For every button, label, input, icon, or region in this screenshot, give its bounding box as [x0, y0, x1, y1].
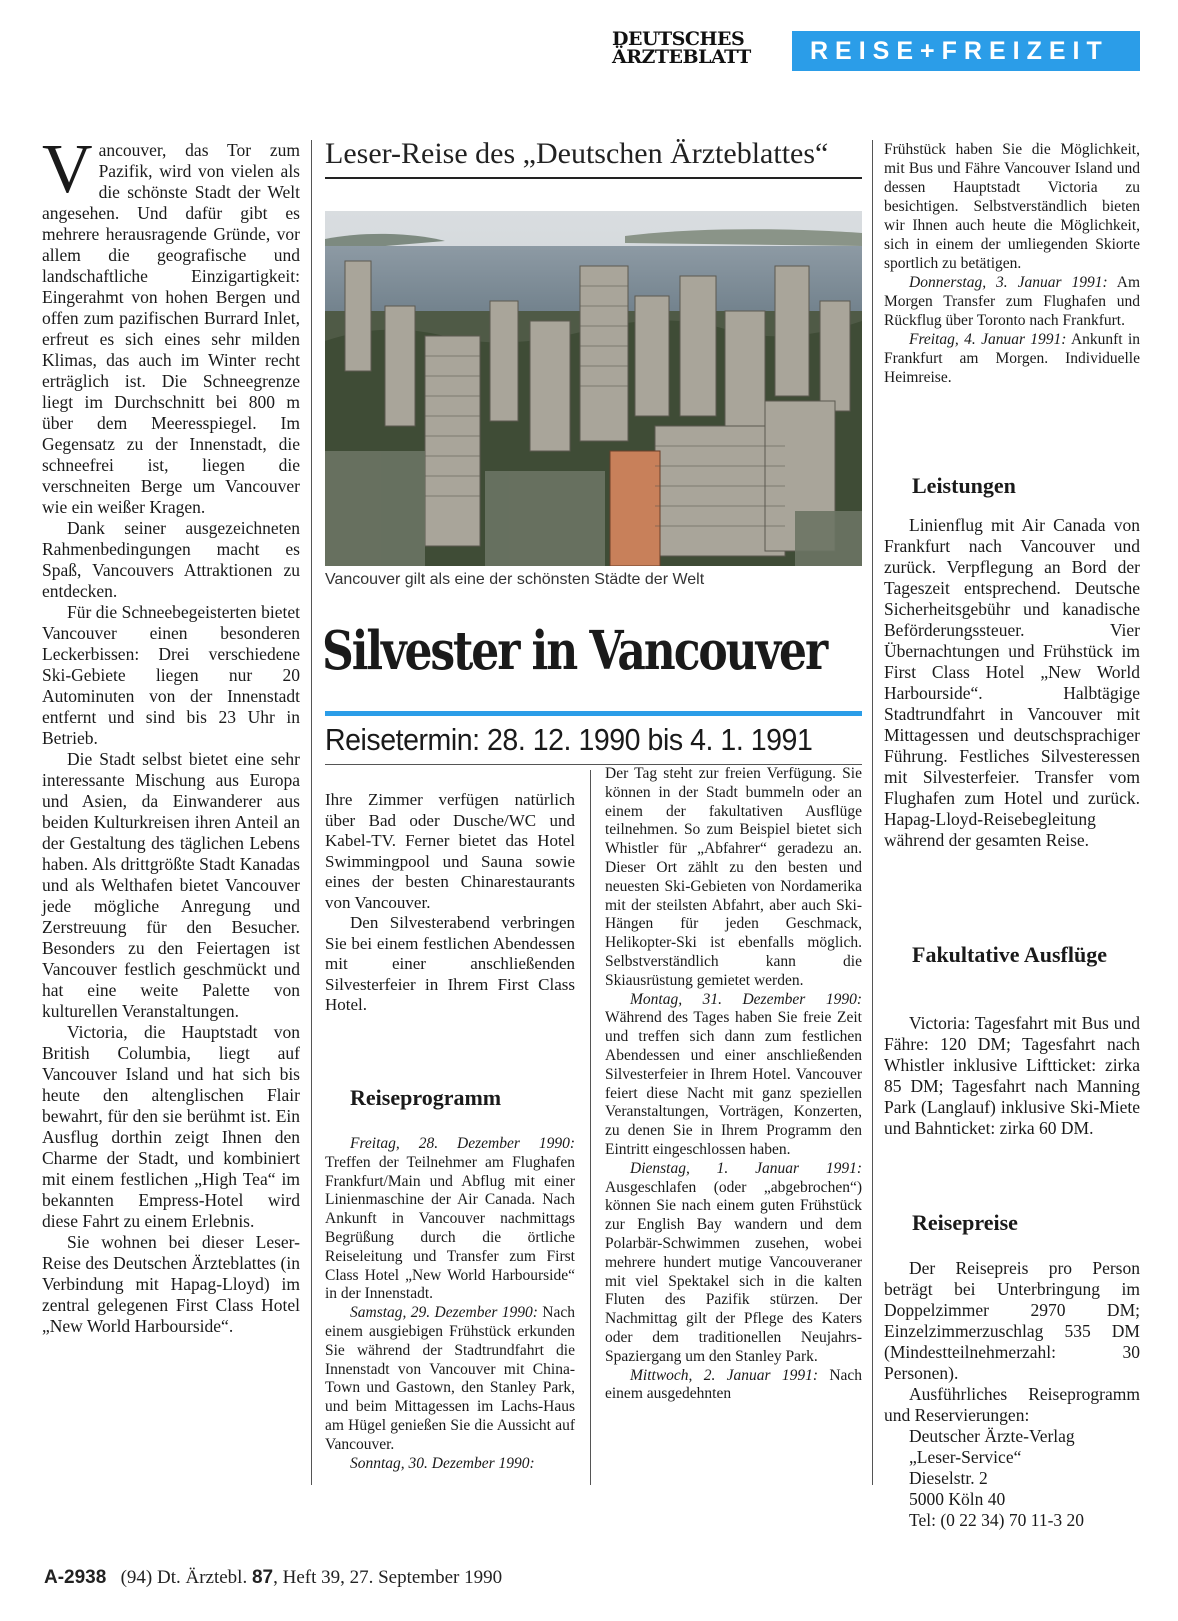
section-banner: REISE+FREIZEIT — [792, 31, 1140, 71]
publisher-address — [909, 1426, 1140, 1531]
address-line-1: Deutscher Ärzte-Verlag — [909, 1426, 1075, 1446]
hotel-paragraph-2: Den Silvesterabend verbringen Sie bei einem festlichen Abendessen mit einer anschließenden Silvesterfeier in Ihrem First Class Hotel. — [325, 913, 575, 1014]
column-divider — [590, 770, 591, 1485]
program-day-6 — [605, 1367, 862, 1405]
program-day-2 — [325, 1304, 575, 1454]
program-day-4-text: Während des Tages haben Sie freie Zeit und treffen sich dann zum festlichen Abendessen und einer anschließenden Silvesterfeier in Ihrem Hotel. Vancouver feiert diese Nacht mit ganz speziellen Veranstaltungen, Vorträgen, Konzerten, zu denen Sie in Ihrem Programm den Eintritt eingeschlossen haben. — [605, 1009, 862, 1158]
intro-paragraph-2: Dank seiner ausgezeichneten Rahmenbedingungen macht es Spaß, Vancouvers Attraktionen zu entdecken. — [42, 518, 300, 601]
intro-paragraph-4: Die Stadt selbst bietet eine sehr interessante Mischung aus Europa und Asien, da Einwanderer aus beiden Kulturkreisen ihren Anteil an der Gestaltung des täglichen Lebens haben. Als drittgrößte Stadt Kanadas und als Welthafen bietet Vancouver jede mögliche Anregung und Zerstreuung für den Besucher. Besonders zu den Feiertagen ist Vancouver festlich geschmückt und hat eine weite Palette von kulturellen Veranstaltungen. — [42, 749, 300, 1021]
headline: Silvester in Vancouver — [322, 620, 827, 682]
intro-paragraph-1 — [42, 131, 300, 518]
program-day-3-text: Der Tag steht zur freien Verfügung. Sie können in der Stadt bummeln oder an einem der fakultativen Ausflüge teilnehmen. So zum Beispiel bietet sich Whistler für „Abfahrer“ geradezu an. Dieser Ort zählt zu den besten und neuesten Ski-Gebieten von Nordamerika mit der steilsten Abfahrt, aber auch Ski-Hängen für jeden Geschmack, Helikopter-Ski ist ebenfalls möglich. Selbstverständlich kann die Skiausrüstung gemietet werden. — [605, 765, 862, 989]
program-day-7 — [884, 273, 1140, 330]
address-line-2: „Leser-Service“ — [909, 1447, 1022, 1467]
photo-caption: Vancouver gilt als eine der schönsten Städte der Welt — [325, 571, 705, 588]
program-day-5-text: Ausgeschlafen (oder „abgebrochen“) können Sie nach einem guten Frühstück zur English Bay wandern und dem Polarbär-Schwimmen zusehen, wobei mehrere hundert mutige Vancouveraner mit viel Spektakel sich in die kalten Fluten des Pazifik stürzen. Der Nachmittag gilt der Pflege des Katers oder dem traditionellen Neujahrs-Spaziergang um den Stanley Park. — [605, 1178, 862, 1365]
program-day-6-date: Mittwoch, 2. Januar 1991: — [630, 1366, 819, 1384]
reisepreise-heading: Reisepreise — [912, 1210, 1018, 1235]
program-day-4 — [605, 991, 862, 1160]
program-day-8-text: Ankunft in Frankfurt am Morgen. Individuelle Heimreise. — [884, 331, 1140, 386]
fakultative-heading: Fakultative Ausflüge — [912, 942, 1107, 967]
program-day-1-date: Freitag, 28. Dezember 1990: — [350, 1135, 575, 1152]
masthead-line2: ÄRZTEBLATT — [612, 46, 751, 68]
program-day-6-text-end: Frühstück haben Sie die Möglichkeit, mit Bus und Fähre Vancouver Island und dessen Hauptstadt Victoria zu besichtigen. Selbstverständlich bieten wir Ihnen auch heute die Möglichkeit, sich in einem der umliegenden Skiorte sportlich zu betätigen. — [884, 141, 1140, 272]
page-number: A-2938 — [44, 1567, 107, 1588]
program-day-7-text: Am Morgen Transfer zum Flughafen und Rückflug über Toronto nach Frankfurt. — [884, 274, 1140, 329]
kicker-title: Leser-Reise des „Deutschen Ärzteblattes“ — [325, 137, 829, 170]
reiseprogramm-heading: Reiseprogramm — [350, 1085, 502, 1110]
program-day-8 — [884, 330, 1140, 387]
fakultative-section — [884, 1013, 1140, 1139]
reisepreise-text: Der Reisepreis pro Person beträgt bei Unterbringung im Doppelzimmer 2970 DM; Einzelzimmerzuschlag 535 DM (Mindestteilnehmerzahl: 30 Personen). — [884, 1258, 1140, 1383]
drop-cap: V — [42, 131, 93, 208]
footer-volume: 87 — [251, 1567, 274, 1588]
address-phone: Tel: (0 22 34) 70 11-3 20 — [909, 1510, 1085, 1530]
masthead-line1: DEUTSCHES — [612, 28, 745, 50]
program-day-7-date: Donnerstag, 3. Januar 1991: — [909, 274, 1108, 291]
reisepreise-section — [884, 1258, 1140, 1531]
program-day-4-date: Montag, 31. Dezember 1990: — [630, 990, 862, 1008]
leistungen-section — [884, 515, 1140, 851]
hotel-column — [325, 790, 575, 1016]
fakultative-text: Victoria: Tagesfahrt mit Bus und Fähre: 120 DM; Tagesfahrt nach Whistler inklusive Liftticket: zirka 85 DM; Tagesfahrt nach Manning Park (Langlauf) inklusive Ski-Miete und Bahnticket: zirka 60 DM. — [884, 1013, 1140, 1138]
travel-dates-subhead: Reisetermin: 28. 12. 1990 bis 4. 1. 1991 — [325, 722, 813, 757]
address-line-3: Dieselstr. 2 — [909, 1468, 988, 1488]
address-line-4: 5000 Köln 40 — [909, 1489, 1006, 1509]
program-day-6-text-start: Nach einem ausgedehnten — [605, 1366, 863, 1403]
program-day-3-date: Sonntag, 30. Dezember 1990: — [350, 1454, 535, 1472]
program-day-8-date: Freitag, 4. Januar 1991: — [909, 331, 1067, 348]
reisepreise-text-2: Ausführliches Reiseprogramm und Reservierungen: — [884, 1384, 1140, 1425]
leistungen-text: Linienflug mit Air Canada von Frankfurt nach Vancouver und zurück. Verpflegung an Bord der Tageszeit entsprechend. Deutsche Sicherheitsgebühr und kanadische Beförderungssteuer. Vier Übernachtungen und Frühstück im First Class Hotel „New World Harbourside“. Halbtägige Stadtrundfahrt in Vancouver mit Mittagessen und deutschsprachiger Führung. Festliches Silvesteressen mit Silvesterfeier. Transfer vom Flughafen zum Hotel und zurück. Hapag-Lloyd-Reisebegleitung während der gesamten Reise. — [884, 515, 1140, 850]
intro-paragraph-6: Sie wohnen bei dieser Leser-Reise des Deutschen Ärzteblattes (in Verbindung mit Hapag-Lloyd) im zentral gelegenen First Class Hotel „New World Harbourside“. — [42, 1232, 300, 1336]
intro-text-1: ancouver, das Tor zum Pazifik, wird von vielen als die schönste Stadt der Welt angesehen. Und dafür gibt es mehrere herausragende Gründe, vor allem die geografische und landschaftliche Einzigartigkeit: Eingerahmt von hohen Bergen und offen zum pazifischen Burrard Inlet, erfreut es sich eines sehr milden Klimas, das auch im Winter recht erträglich ist. Die Schneegrenze liegt im Durchschnitt bei 800 m über dem Meeresspiegel. Im Gegensatz zu der Innenstadt, die schneefrei ist, liegen die verschneiten Berge um Vancouver wie ein weißer Kragen. — [42, 140, 300, 517]
program-day-2-text: Nach einem ausgiebigen Frühstück erkunden Sie während der Stadtrundfahrt die Innenstadt von Vancouver mit China-Town und Gastown, den Stanley Park, und beim Mittagessen im Lachs-Haus am Hügel genießen Sie die Aussicht auf Vancouver. — [325, 1304, 575, 1453]
masthead-logo — [612, 30, 762, 66]
headline-accent-rule — [325, 711, 862, 716]
column-divider — [872, 140, 873, 1485]
kicker-rule — [325, 177, 862, 179]
intro-paragraph-5: Victoria, die Hauptstadt von British Columbia, liegt auf Vancouver Island und hat sich bis heute den altenglischen Flair bewahrt, für den sie berühmt ist. Ein Ausflug dorthin zeigt Ihnen den Charme der Stadt, und kombiniert mit einem festlichen „High Tea“ im bekannten Empress-Hotel wird diese Fahrt zu einem Erlebnis. — [42, 1022, 300, 1231]
vancouver-photo — [325, 211, 862, 566]
page-footer — [44, 1567, 502, 1589]
column-divider — [311, 140, 312, 1485]
footer-citation: (94) Dt. Ärztebl. — [120, 1567, 248, 1588]
program-day-3 — [325, 1455, 575, 1474]
hotel-paragraph-1: Ihre Zimmer verfügen natürlich über Bad oder Dusche/WC und Kabel-TV. Ferner bietet das Hotel Swimmingpool und Sauna sowie eines der besten Chinarestaurants von Vancouver. — [325, 790, 575, 912]
footer-issue: , Heft 39, 27. September 1990 — [273, 1567, 503, 1588]
program-day-2-date: Samstag, 29. Dezember 1990: — [350, 1304, 538, 1322]
program-day-5-date: Dienstag, 1. Januar 1991: — [630, 1159, 862, 1177]
program-column-1 — [325, 1135, 575, 1473]
program-column-2 — [605, 765, 862, 1404]
program-day-1-text: Treffen der Teilnehmer am Flughafen Frankfurt/Main und Abflug mit einer Linienmaschine der Air Canada. Nach Ankunft in Vancouver nachmittags Begrüßung durch die örtliche Reiseleitung und Transfer zum First Class Hotel „New World Harbourside“ in der Innenstadt. — [325, 1153, 575, 1303]
intro-paragraph-3: Für die Schneebegeisterten bietet Vancouver einen besonderen Leckerbissen: Drei verschiedene Ski-Gebiete liegen nur 20 Autominuten von der Innenstadt entfernt und sind bis 23 Uhr in Betrieb. — [42, 602, 300, 748]
leistungen-heading: Leistungen — [912, 473, 1016, 498]
program-day-5 — [605, 1160, 862, 1367]
program-column-3 — [884, 140, 1140, 387]
intro-column — [42, 131, 300, 1337]
program-day-1 — [325, 1135, 575, 1304]
